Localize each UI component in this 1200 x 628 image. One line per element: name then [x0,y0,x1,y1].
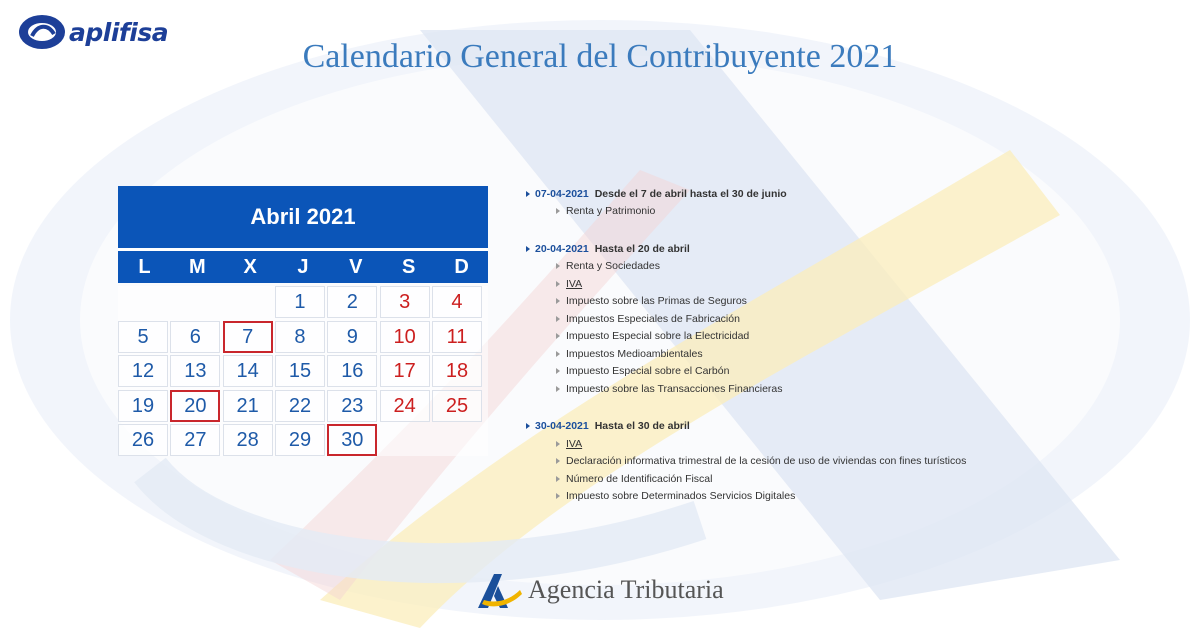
bullet-arrow-icon [526,246,530,252]
calendar-day: 14 [223,355,273,387]
weekday-label: S [402,256,416,278]
deadline-item-text: Renta y Sociedades [566,260,660,273]
empty-cell [170,286,220,318]
calendar-day: 3 [380,286,430,318]
bullet-arrow-icon [556,386,560,392]
brand-name: aplifisa [69,17,169,47]
calendar-day: 2 [327,286,377,318]
calendar-day: 6 [170,321,220,353]
deadline-item-link[interactable]: IVA [566,277,583,290]
calendar-day: 9 [327,321,377,353]
deadline-group [526,418,1126,506]
bullet-arrow-icon [556,458,560,464]
weekday-label: L [138,256,151,278]
deadline-item-text: Impuesto sobre las Primas de Seguros [566,295,747,308]
weekday-label: V [349,256,363,278]
calendar-day: 25 [432,390,482,422]
deadline-item-link[interactable]: IVA [566,437,583,450]
deadline-item[interactable] [556,275,1126,293]
empty-cell [118,286,168,318]
bullet-arrow-icon [556,281,560,287]
weekday-label: X [243,256,257,278]
deadline-item-text: Impuesto Especial sobre el Carbón [566,365,730,378]
calendar-day: 18 [432,355,482,387]
deadline-item [556,293,1126,311]
agencia-tributaria-logo [474,568,724,612]
deadline-label: Desde el 7 de abril hasta el 30 de junio [594,187,787,200]
deadline-date: 20-04-2021 [535,242,589,255]
calendar-day: 11 [432,321,482,353]
calendar-day: 5 [118,321,168,353]
calendar-day: 10 [380,321,430,353]
calendar-grid [118,286,488,456]
page-title: Calendario General del Contribuyente 2021 [302,38,898,75]
agencia-tributaria-logo-icon [474,568,524,612]
deadline-item [556,258,1126,276]
bullet-arrow-icon [556,351,560,357]
weekday-label: J [297,256,309,278]
deadline-item [556,345,1126,363]
deadline-item [556,363,1126,381]
deadline-item-text: Impuesto sobre Determinados Servicios Digitales [566,490,796,503]
calendar-day: 21 [223,390,273,422]
deadline-date: 30-04-2021 [535,420,589,433]
deadline-label: Hasta el 20 de abril [594,242,690,255]
calendar-day: 22 [275,390,325,422]
deadline-item [556,488,1126,506]
bullet-arrow-icon [526,191,530,197]
agency-name: Agencia Tributaria [528,575,724,604]
deadline-item-text: Declaración informativa trimestral de la cesión de uso de viviendas con fines turísticos [566,455,967,468]
deadline-item [556,453,1126,471]
calendar-day: 28 [223,424,273,456]
deadline-item-text: Impuestos Medioambientales [566,347,703,360]
calendar-day: 29 [275,424,325,456]
calendar-day: 23 [327,390,377,422]
bullet-arrow-icon [556,476,560,482]
bullet-arrow-icon [556,493,560,499]
deadline-group [526,185,1126,220]
calendar-day-deadline: 30 [327,424,377,456]
calendar-day: 16 [327,355,377,387]
deadline-item-text: Renta y Patrimonio [566,205,656,218]
calendar-day: 4 [432,286,482,318]
calendar-day: 1 [275,286,325,318]
deadline-item [556,470,1126,488]
calendar-day: 19 [118,390,168,422]
deadline-item-text: Impuesto Especial sobre la Electricidad [566,330,750,343]
deadline-item-text: Impuesto sobre las Transacciones Financieras [566,382,783,395]
bullet-arrow-icon [556,441,560,447]
calendar-day-deadline: 20 [170,390,220,422]
calendar-day: 17 [380,355,430,387]
calendar-day: 12 [118,355,168,387]
calendar [118,186,488,456]
deadline-item-text: Número de Identificación Fiscal [566,472,713,485]
calendar-day-deadline: 7 [223,321,273,353]
bullet-arrow-icon [556,368,560,374]
bullet-arrow-icon [556,316,560,322]
calendar-month: Abril 2021 [118,186,488,248]
deadline-item-text: Impuestos Especiales de Fabricación [566,312,740,325]
bullet-arrow-icon [556,333,560,339]
deadline-item [556,203,1126,221]
calendar-day: 24 [380,390,430,422]
calendar-day: 27 [170,424,220,456]
deadline-date: 07-04-2021 [535,187,589,200]
deadline-item [556,310,1126,328]
bullet-arrow-icon [556,298,560,304]
deadline-item [556,380,1126,398]
weekday-header [118,251,488,283]
calendar-day: 15 [275,355,325,387]
bullet-arrow-icon [556,263,560,269]
empty-cell [223,286,273,318]
weekday-label: D [454,256,469,278]
deadline-group [526,240,1126,398]
bullet-arrow-icon [526,423,530,429]
deadline-item[interactable] [556,435,1126,453]
calendar-day: 13 [170,355,220,387]
deadline-label: Hasta el 30 de abril [594,420,690,433]
deadline-list [526,185,1126,525]
deadline-item [556,328,1126,346]
calendar-day: 8 [275,321,325,353]
bullet-arrow-icon [556,208,560,214]
calendar-day: 26 [118,424,168,456]
weekday-label: M [188,256,206,278]
